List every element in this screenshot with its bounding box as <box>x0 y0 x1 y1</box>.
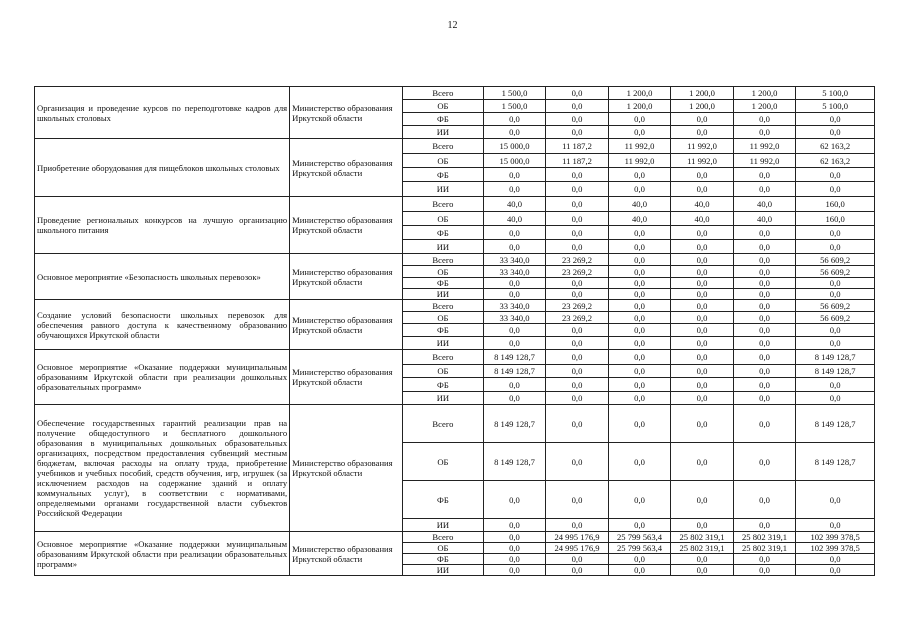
amount-cell: 40,0 <box>671 212 734 226</box>
amount-cell: 0,0 <box>796 182 875 197</box>
amount-cell: 33 340,0 <box>483 312 546 324</box>
amount-cell: 15 000,0 <box>483 154 546 168</box>
amount-cell: 5 100,0 <box>796 100 875 113</box>
amount-cell: 23 269,2 <box>546 300 609 312</box>
funding-source-cell: ФБ <box>403 278 484 289</box>
amount-cell: 0,0 <box>608 337 671 350</box>
activity-cell: Проведение региональных конкурсов на лучшую организацию школьного питания <box>35 197 290 254</box>
amount-cell: 0,0 <box>733 113 796 126</box>
amount-cell: 0,0 <box>483 324 546 337</box>
activity-cell: Основное мероприятие «Оказание поддержки муниципальным образованиям Иркутской области при реализации образовательных программ» <box>35 532 290 576</box>
amount-cell: 0,0 <box>671 324 734 337</box>
funding-source-cell: ФБ <box>403 481 484 519</box>
table-row <box>35 405 875 443</box>
amount-cell: 40,0 <box>733 212 796 226</box>
amount-cell: 8 149 128,7 <box>483 365 546 378</box>
amount-cell: 0,0 <box>546 87 609 100</box>
amount-cell: 0,0 <box>733 405 796 443</box>
amount-cell: 0,0 <box>671 337 734 350</box>
funding-source-cell: Всего <box>403 197 484 212</box>
funding-source-cell: ОБ <box>403 100 484 113</box>
amount-cell: 1 200,0 <box>733 87 796 100</box>
amount-cell: 0,0 <box>546 392 609 405</box>
amount-cell: 0,0 <box>608 240 671 254</box>
amount-cell: 0,0 <box>733 324 796 337</box>
amount-cell: 0,0 <box>546 100 609 113</box>
amount-cell: 0,0 <box>671 226 734 240</box>
amount-cell: 0,0 <box>671 350 734 365</box>
funding-source-cell: ОБ <box>403 443 484 481</box>
amount-cell: 0,0 <box>733 378 796 392</box>
amount-cell: 0,0 <box>483 289 546 300</box>
amount-cell: 0,0 <box>483 543 546 554</box>
amount-cell: 0,0 <box>608 365 671 378</box>
amount-cell: 0,0 <box>483 182 546 197</box>
amount-cell: 0,0 <box>483 565 546 576</box>
amount-cell: 33 340,0 <box>483 254 546 266</box>
amount-cell: 160,0 <box>796 197 875 212</box>
amount-cell: 0,0 <box>796 554 875 565</box>
amount-cell: 0,0 <box>608 312 671 324</box>
amount-cell: 11 187,2 <box>546 139 609 154</box>
amount-cell: 0,0 <box>546 278 609 289</box>
table-row <box>35 300 875 312</box>
amount-cell: 102 399 378,5 <box>796 532 875 543</box>
table-row <box>35 139 875 154</box>
amount-cell: 0,0 <box>608 113 671 126</box>
amount-cell: 0,0 <box>671 240 734 254</box>
amount-cell: 0,0 <box>483 519 546 532</box>
amount-cell: 0,0 <box>608 350 671 365</box>
amount-cell: 0,0 <box>671 126 734 139</box>
amount-cell: 11 992,0 <box>671 139 734 154</box>
amount-cell: 0,0 <box>608 278 671 289</box>
amount-cell: 0,0 <box>733 350 796 365</box>
amount-cell: 0,0 <box>733 168 796 182</box>
amount-cell: 56 609,2 <box>796 300 875 312</box>
funding-source-cell: Всего <box>403 300 484 312</box>
amount-cell: 0,0 <box>483 378 546 392</box>
funding-source-cell: ФБ <box>403 226 484 240</box>
amount-cell: 56 609,2 <box>796 266 875 278</box>
amount-cell: 0,0 <box>796 481 875 519</box>
amount-cell: 0,0 <box>546 365 609 378</box>
amount-cell: 0,0 <box>671 168 734 182</box>
amount-cell: 0,0 <box>608 565 671 576</box>
amount-cell: 0,0 <box>733 443 796 481</box>
amount-cell: 40,0 <box>608 212 671 226</box>
amount-cell: 0,0 <box>546 240 609 254</box>
amount-cell: 0,0 <box>796 392 875 405</box>
amount-cell: 0,0 <box>671 519 734 532</box>
funding-source-cell: ИИ <box>403 126 484 139</box>
amount-cell: 5 100,0 <box>796 87 875 100</box>
executor-cell: Министерство образования Иркутской области <box>290 87 403 139</box>
funding-source-cell: ИИ <box>403 565 484 576</box>
amount-cell: 25 802 319,1 <box>733 532 796 543</box>
amount-cell: 0,0 <box>608 289 671 300</box>
amount-cell: 0,0 <box>483 226 546 240</box>
funding-source-cell: Всего <box>403 405 484 443</box>
executor-cell: Министерство образования Иркутской области <box>290 254 403 300</box>
amount-cell: 1 200,0 <box>608 87 671 100</box>
amount-cell: 33 340,0 <box>483 300 546 312</box>
amount-cell: 8 149 128,7 <box>796 443 875 481</box>
amount-cell: 1 500,0 <box>483 87 546 100</box>
funding-source-cell: Всего <box>403 350 484 365</box>
activity-cell: Основное мероприятие «Безопасность школьных перевозок» <box>35 254 290 300</box>
amount-cell: 0,0 <box>733 226 796 240</box>
amount-cell: 0,0 <box>608 182 671 197</box>
amount-cell: 0,0 <box>671 278 734 289</box>
amount-cell: 0,0 <box>608 481 671 519</box>
amount-cell: 0,0 <box>608 443 671 481</box>
amount-cell: 0,0 <box>733 266 796 278</box>
amount-cell: 0,0 <box>733 481 796 519</box>
amount-cell: 0,0 <box>608 126 671 139</box>
activity-cell: Организация и проведение курсов по переподготовке кадров для школьных столовых <box>35 87 290 139</box>
amount-cell: 0,0 <box>671 565 734 576</box>
amount-cell: 23 269,2 <box>546 312 609 324</box>
executor-cell: Министерство образования Иркутской области <box>290 350 403 405</box>
funding-source-cell: Всего <box>403 532 484 543</box>
funding-source-cell: Всего <box>403 254 484 266</box>
amount-cell: 0,0 <box>796 324 875 337</box>
amount-cell: 0,0 <box>546 289 609 300</box>
amount-cell: 23 269,2 <box>546 254 609 266</box>
amount-cell: 0,0 <box>671 300 734 312</box>
amount-cell: 0,0 <box>733 392 796 405</box>
amount-cell: 0,0 <box>546 324 609 337</box>
amount-cell: 0,0 <box>546 443 609 481</box>
table-row <box>35 350 875 365</box>
amount-cell: 0,0 <box>483 554 546 565</box>
amount-cell: 0,0 <box>546 197 609 212</box>
amount-cell: 0,0 <box>483 278 546 289</box>
amount-cell: 1 200,0 <box>671 87 734 100</box>
funding-source-cell: ФБ <box>403 113 484 126</box>
amount-cell: 0,0 <box>733 312 796 324</box>
amount-cell: 8 149 128,7 <box>483 350 546 365</box>
amount-cell: 0,0 <box>671 405 734 443</box>
amount-cell: 0,0 <box>546 113 609 126</box>
amount-cell: 0,0 <box>671 481 734 519</box>
amount-cell: 0,0 <box>733 300 796 312</box>
amount-cell: 0,0 <box>671 182 734 197</box>
funding-source-cell: ФБ <box>403 554 484 565</box>
amount-cell: 11 992,0 <box>733 154 796 168</box>
amount-cell: 0,0 <box>608 254 671 266</box>
funding-source-cell: ОБ <box>403 312 484 324</box>
amount-cell: 1 500,0 <box>483 100 546 113</box>
amount-cell: 0,0 <box>671 254 734 266</box>
amount-cell: 40,0 <box>671 197 734 212</box>
amount-cell: 0,0 <box>671 392 734 405</box>
amount-cell: 0,0 <box>483 240 546 254</box>
funding-source-cell: ФБ <box>403 324 484 337</box>
amount-cell: 160,0 <box>796 212 875 226</box>
amount-cell: 25 799 563,4 <box>608 543 671 554</box>
amount-cell: 1 200,0 <box>671 100 734 113</box>
amount-cell: 40,0 <box>483 212 546 226</box>
amount-cell: 0,0 <box>733 554 796 565</box>
amount-cell: 0,0 <box>608 324 671 337</box>
funding-source-cell: Всего <box>403 87 484 100</box>
amount-cell: 62 163,2 <box>796 154 875 168</box>
funding-source-cell: ИИ <box>403 182 484 197</box>
amount-cell: 0,0 <box>733 278 796 289</box>
amount-cell: 0,0 <box>483 532 546 543</box>
amount-cell: 11 992,0 <box>733 139 796 154</box>
amount-cell: 25 802 319,1 <box>671 543 734 554</box>
amount-cell: 11 187,2 <box>546 154 609 168</box>
funding-source-cell: ИИ <box>403 392 484 405</box>
amount-cell: 0,0 <box>546 182 609 197</box>
amount-cell: 0,0 <box>733 254 796 266</box>
funding-source-cell: ОБ <box>403 154 484 168</box>
amount-cell: 0,0 <box>796 226 875 240</box>
amount-cell: 33 340,0 <box>483 266 546 278</box>
amount-cell: 0,0 <box>608 266 671 278</box>
amount-cell: 8 149 128,7 <box>796 365 875 378</box>
amount-cell: 8 149 128,7 <box>483 443 546 481</box>
funding-source-cell: ОБ <box>403 212 484 226</box>
amount-cell: 0,0 <box>546 405 609 443</box>
amount-cell: 0,0 <box>608 405 671 443</box>
amount-cell: 1 200,0 <box>608 100 671 113</box>
amount-cell: 0,0 <box>546 168 609 182</box>
amount-cell: 0,0 <box>796 168 875 182</box>
amount-cell: 23 269,2 <box>546 266 609 278</box>
amount-cell: 0,0 <box>796 113 875 126</box>
amount-cell: 0,0 <box>733 519 796 532</box>
amount-cell: 40,0 <box>608 197 671 212</box>
amount-cell: 102 399 378,5 <box>796 543 875 554</box>
amount-cell: 0,0 <box>796 378 875 392</box>
funding-source-cell: ОБ <box>403 543 484 554</box>
amount-cell: 0,0 <box>733 289 796 300</box>
amount-cell: 0,0 <box>483 392 546 405</box>
amount-cell: 0,0 <box>733 565 796 576</box>
amount-cell: 0,0 <box>671 365 734 378</box>
amount-cell: 56 609,2 <box>796 254 875 266</box>
funding-source-cell: ИИ <box>403 289 484 300</box>
executor-cell: Министерство образования Иркутской области <box>290 300 403 350</box>
amount-cell: 0,0 <box>483 113 546 126</box>
table-row <box>35 532 875 543</box>
amount-cell: 40,0 <box>733 197 796 212</box>
amount-cell: 62 163,2 <box>796 139 875 154</box>
page-number: 12 <box>447 20 458 31</box>
amount-cell: 56 609,2 <box>796 312 875 324</box>
amount-cell: 0,0 <box>796 519 875 532</box>
executor-cell: Министерство образования Иркутской области <box>290 532 403 576</box>
amount-cell: 0,0 <box>796 126 875 139</box>
amount-cell: 0,0 <box>608 226 671 240</box>
amount-cell: 0,0 <box>733 182 796 197</box>
amount-cell: 24 995 176,9 <box>546 543 609 554</box>
table-row <box>35 87 875 100</box>
amount-cell: 40,0 <box>483 197 546 212</box>
amount-cell: 0,0 <box>796 337 875 350</box>
amount-cell: 0,0 <box>608 378 671 392</box>
amount-cell: 0,0 <box>671 113 734 126</box>
amount-cell: 0,0 <box>608 554 671 565</box>
activity-cell: Основное мероприятие «Оказание поддержки муниципальным образованиям Иркутской области при реализации дошкольных образовательных программ» <box>35 350 290 405</box>
amount-cell: 0,0 <box>483 126 546 139</box>
amount-cell: 0,0 <box>733 126 796 139</box>
amount-cell: 0,0 <box>671 443 734 481</box>
executor-cell: Министерство образования Иркутской области <box>290 139 403 197</box>
amount-cell: 1 200,0 <box>733 100 796 113</box>
amount-cell: 0,0 <box>671 289 734 300</box>
amount-cell: 0,0 <box>733 365 796 378</box>
funding-source-cell: ИИ <box>403 519 484 532</box>
funding-source-cell: ОБ <box>403 266 484 278</box>
amount-cell: 0,0 <box>796 278 875 289</box>
table-row <box>35 254 875 266</box>
amount-cell: 8 149 128,7 <box>796 405 875 443</box>
amount-cell: 0,0 <box>671 312 734 324</box>
amount-cell: 8 149 128,7 <box>483 405 546 443</box>
amount-cell: 0,0 <box>733 337 796 350</box>
amount-cell: 0,0 <box>733 240 796 254</box>
amount-cell: 0,0 <box>546 126 609 139</box>
amount-cell: 0,0 <box>608 168 671 182</box>
amount-cell: 0,0 <box>483 168 546 182</box>
amount-cell: 0,0 <box>546 378 609 392</box>
amount-cell: 25 802 319,1 <box>671 532 734 543</box>
funding-source-cell: Всего <box>403 139 484 154</box>
amount-cell: 11 992,0 <box>671 154 734 168</box>
amount-cell: 0,0 <box>546 554 609 565</box>
executor-cell: Министерство образования Иркутской области <box>290 197 403 254</box>
amount-cell: 0,0 <box>546 565 609 576</box>
amount-cell: 0,0 <box>546 226 609 240</box>
funding-source-cell: ОБ <box>403 365 484 378</box>
amount-cell: 0,0 <box>608 300 671 312</box>
amount-cell: 0,0 <box>796 240 875 254</box>
amount-cell: 0,0 <box>546 519 609 532</box>
funding-source-cell: ФБ <box>403 168 484 182</box>
amount-cell: 11 992,0 <box>608 154 671 168</box>
funding-source-cell: ФБ <box>403 378 484 392</box>
activity-cell: Обеспечение государственных гарантий реализации прав на получение общедоступного и бесплатного дошкольного образования в муниципальных дошкольных образовательных организациях, посредством предоставления субвенций местным бюджетам, включая расходы на оплату труда, приобретение учебников и учебных пособий, средств обучения, игр, игрушек (за исключением расходов на содержание зданий и оплату коммунальных услуг), в соответствии с нормативами, определяемыми органами государственной власти субъектов Российской Федерации <box>35 405 290 532</box>
executor-cell: Министерство образования Иркутской области <box>290 405 403 532</box>
table-row <box>35 197 875 212</box>
amount-cell: 0,0 <box>608 519 671 532</box>
amount-cell: 0,0 <box>671 378 734 392</box>
activity-cell: Создание условий безопасности школьных перевозок для обеспечения равного доступа к качественному образованию обучающихся Иркутской области <box>35 300 290 350</box>
amount-cell: 25 799 563,4 <box>608 532 671 543</box>
amount-cell: 15 000,0 <box>483 139 546 154</box>
budget-table <box>34 86 875 576</box>
amount-cell: 0,0 <box>546 212 609 226</box>
amount-cell: 0,0 <box>796 565 875 576</box>
amount-cell: 8 149 128,7 <box>796 350 875 365</box>
amount-cell: 0,0 <box>483 481 546 519</box>
amount-cell: 24 995 176,9 <box>546 532 609 543</box>
amount-cell: 0,0 <box>796 289 875 300</box>
amount-cell: 0,0 <box>546 337 609 350</box>
amount-cell: 0,0 <box>671 266 734 278</box>
amount-cell: 0,0 <box>608 392 671 405</box>
amount-cell: 25 802 319,1 <box>733 543 796 554</box>
amount-cell: 0,0 <box>483 337 546 350</box>
funding-source-cell: ИИ <box>403 337 484 350</box>
amount-cell: 0,0 <box>671 554 734 565</box>
amount-cell: 0,0 <box>546 350 609 365</box>
activity-cell: Приобретение оборудования для пищеблоков школьных столовых <box>35 139 290 197</box>
amount-cell: 11 992,0 <box>608 139 671 154</box>
amount-cell: 0,0 <box>546 481 609 519</box>
funding-source-cell: ИИ <box>403 240 484 254</box>
